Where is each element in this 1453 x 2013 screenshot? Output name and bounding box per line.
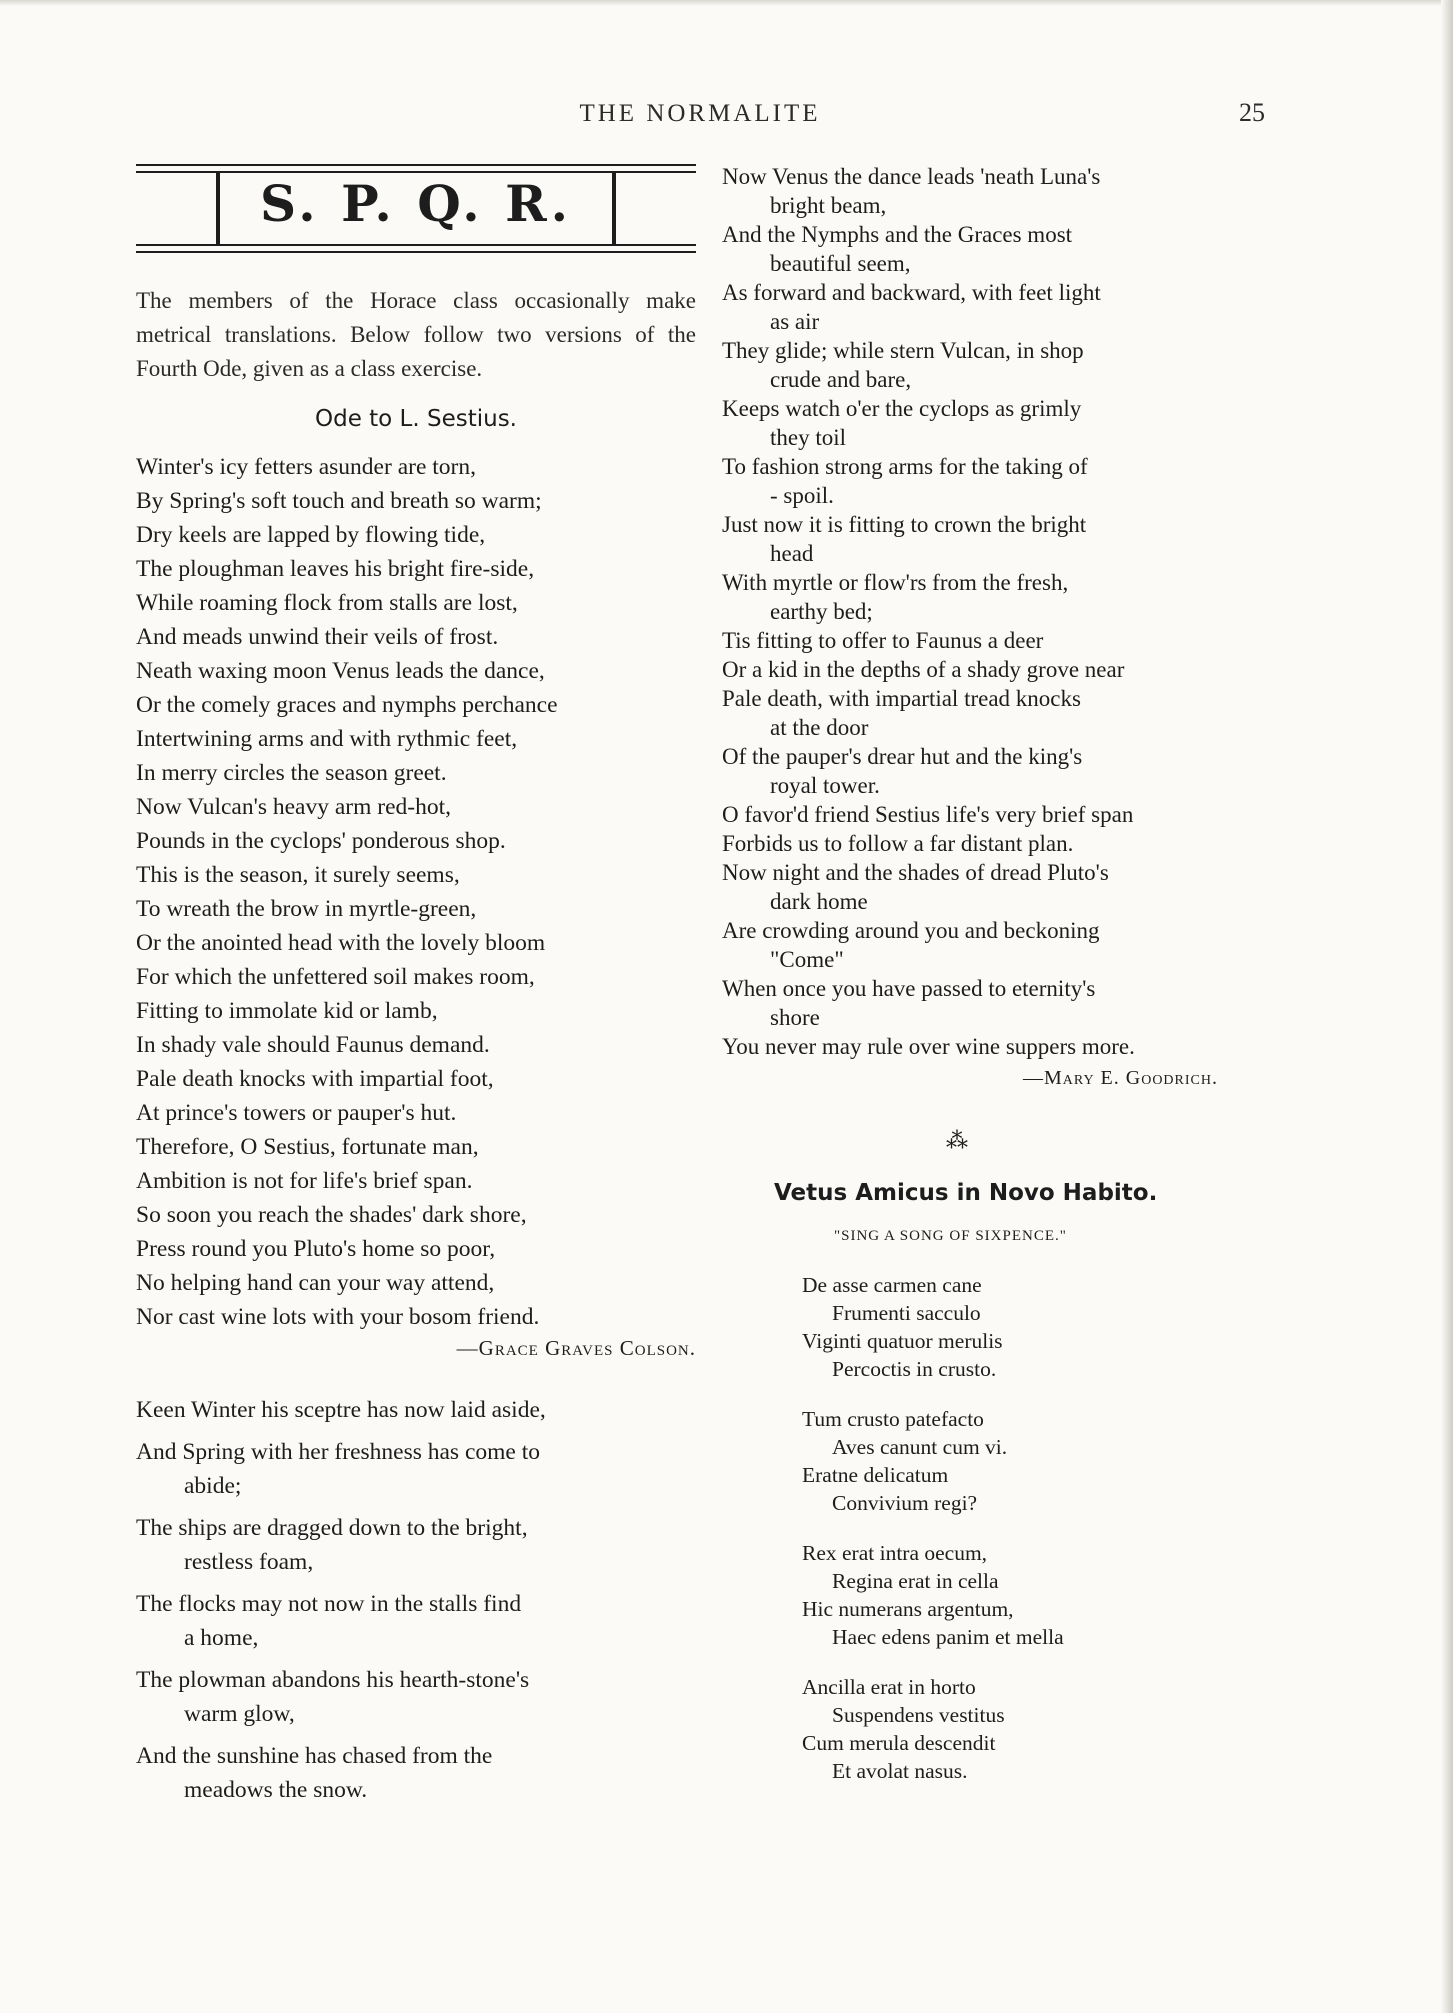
stanza-line: Convivium regi? xyxy=(832,1491,978,1515)
poem-line: Tis fitting to offer to Faunus a deer xyxy=(722,628,1044,653)
poem-line: Or a kid in the depths of a shady grove near xyxy=(722,657,1125,682)
poem-line: You never may rule over wine suppers more. xyxy=(722,1034,1135,1059)
ornament-icon: ⁂ xyxy=(946,1128,968,1153)
stanza-line: Suspendens vestitus xyxy=(832,1703,1005,1727)
poem-line: Now night and the shades of dread Pluto's xyxy=(722,860,1109,885)
poem-line: crude and bare, xyxy=(770,367,912,392)
poem-line: Dry keels are lapped by flowing tide, xyxy=(136,522,486,548)
poem-line: earthy bed; xyxy=(770,599,873,624)
poem-line: head xyxy=(770,541,814,566)
poem-line: Therefore, O Sestius, fortunate man, xyxy=(136,1134,479,1160)
poem-line: a home, xyxy=(184,1625,259,1651)
stanza-line: Aves canunt cum vi. xyxy=(832,1435,1008,1459)
left-column xyxy=(136,162,696,1807)
poem-line: Or the comely graces and nymphs perchance xyxy=(136,692,558,718)
poem-line: At prince's towers or pauper's hut. xyxy=(136,1100,457,1126)
stanza-line: Hic numerans argentum, xyxy=(802,1597,1014,1621)
poem-line: - spoil. xyxy=(770,483,834,508)
poem-line: Keen Winter his sceptre has now laid aside, xyxy=(136,1397,546,1423)
poem-line: To wreath the brow in myrtle-green, xyxy=(136,896,477,922)
rule xyxy=(136,164,696,166)
stanza-line: Haec edens panim et mella xyxy=(832,1625,1064,1649)
stanza-line: Rex erat intra oecum, xyxy=(802,1541,988,1565)
latin-poem-title: Vetus Amicus in Novo Habito. xyxy=(774,1180,1158,1206)
intro-paragraph: The members of the Horace class occasionally make metrical translations. Below follow two versions of the Fourth Ode, given as a class exercise. xyxy=(136,288,696,381)
poem-line: Forbids us to follow a far distant plan. xyxy=(722,831,1074,856)
poem-line: This is the season, it surely seems, xyxy=(136,862,460,888)
stanza-line: Eratne delicatum xyxy=(802,1463,949,1487)
poem-two-continued xyxy=(722,162,1262,1061)
poem-line: Pounds in the cyclops' ponderous shop. xyxy=(136,828,506,854)
poem-line: warm glow, xyxy=(184,1701,295,1727)
poem-line: And the sunshine has chased from the xyxy=(136,1743,493,1769)
poem-line: O favor'd friend Sestius life's very brief span xyxy=(722,802,1134,827)
poem-line: With myrtle or flow'rs from the fresh, xyxy=(722,570,1069,595)
stanza-line: Tum crusto patefacto xyxy=(802,1407,984,1431)
poem-line: Now Vulcan's heavy arm red-hot, xyxy=(136,794,451,820)
poem-line: at the door xyxy=(770,715,869,740)
poem-line: Just now it is fitting to crown the bright xyxy=(722,512,1087,537)
poem-line: To fashion strong arms for the taking of xyxy=(722,454,1088,479)
poem-line: restless foam, xyxy=(184,1549,314,1575)
poem-line: And meads unwind their veils of frost. xyxy=(136,624,499,650)
running-title: THE NORMALITE xyxy=(579,100,821,127)
attribution: —Grace Graves Colson. xyxy=(456,1336,696,1360)
stanza-line: Ancilla erat in horto xyxy=(802,1675,976,1699)
stanza xyxy=(802,1271,1262,1383)
poem-line: Neath waxing moon Venus leads the dance, xyxy=(136,658,545,684)
stanza-line: Percoctis in crusto. xyxy=(832,1357,997,1381)
attribution: —Mary E. Goodrich. xyxy=(1022,1067,1218,1089)
poem-title: Ode to L. Sestius. xyxy=(314,406,517,432)
poem-one xyxy=(136,450,696,1334)
stanza xyxy=(802,1673,1262,1785)
poem-line: Of the pauper's drear hut and the king's xyxy=(722,744,1083,769)
poem-line: Ambition is not for life's brief span. xyxy=(136,1168,473,1194)
masthead-box xyxy=(136,164,696,256)
poem-line: While roaming flock from stalls are lost, xyxy=(136,590,518,616)
poem-line: beautiful seem, xyxy=(770,251,911,276)
poem-line: As forward and backward, with feet light xyxy=(722,280,1101,305)
page-number: 25 xyxy=(1239,98,1265,127)
poem-line: "Come" xyxy=(770,947,844,972)
poem-line: Pale death knocks with impartial foot, xyxy=(136,1066,494,1092)
poem-line: The flocks may not now in the stalls find xyxy=(136,1591,522,1617)
poem-line: shore xyxy=(770,1005,820,1030)
poem-line: meadows the snow. xyxy=(184,1777,368,1803)
poem-line: abide; xyxy=(184,1473,242,1499)
poem-line: as air xyxy=(770,309,820,334)
poem-line: In shady vale should Faunus demand. xyxy=(136,1032,490,1058)
latin-poem-subtitle: "SING A SONG OF SIXPENCE." xyxy=(834,1228,1067,1244)
poem-line: And the Nymphs and the Graces most xyxy=(722,222,1073,247)
poem-line: The plowman abandons his hearth-stone's xyxy=(136,1667,530,1693)
poem-line: Now Venus the dance leads 'neath Luna's xyxy=(722,164,1101,189)
poem-line: they toil xyxy=(770,425,847,450)
poem-line: Are crowding around you and beckoning xyxy=(722,918,1100,943)
poem-line: When once you have passed to eternity's xyxy=(722,976,1096,1001)
page-edge-shadow xyxy=(0,0,1453,6)
poem-line: For which the unfettered soil makes room, xyxy=(136,964,535,990)
poem-line: Or the anointed head with the lovely bloom xyxy=(136,930,546,956)
stanza-line: Regina erat in cella xyxy=(832,1569,999,1593)
poem-line: Intertwining arms and with rythmic feet, xyxy=(136,726,518,752)
poem-line: Press round you Pluto's home so poor, xyxy=(136,1236,496,1262)
right-column xyxy=(722,162,1262,1807)
stanza-line: Viginti quatuor merulis xyxy=(802,1329,1003,1353)
stanza-line: Cum merula descendit xyxy=(802,1731,996,1755)
poem-line: bright beam, xyxy=(770,193,887,218)
poem-line: No helping hand can your way attend, xyxy=(136,1270,495,1296)
rule xyxy=(136,251,696,253)
stanza xyxy=(802,1405,1262,1517)
masthead-title: S. P. Q. R. xyxy=(259,174,573,233)
stanza-line: Frumenti sacculo xyxy=(832,1301,981,1325)
poem-line: And Spring with her freshness has come to xyxy=(136,1439,540,1465)
rule xyxy=(136,244,696,246)
stanza xyxy=(802,1539,1262,1651)
stanza-line: De asse carmen cane xyxy=(802,1273,982,1297)
poem-line: They glide; while stern Vulcan, in shop xyxy=(722,338,1084,363)
poem-line: Keeps watch o'er the cyclops as grimly xyxy=(722,396,1082,421)
poem-two xyxy=(136,1393,696,1807)
poem-line: Nor cast wine lots with your bosom friend. xyxy=(136,1304,540,1330)
poem-line: Winter's icy fetters asunder are torn, xyxy=(136,454,476,480)
poem-line: In merry circles the season greet. xyxy=(136,760,447,786)
stanza-line: Et avolat nasus. xyxy=(832,1759,968,1783)
poem-line: By Spring's soft touch and breath so warm; xyxy=(136,488,542,514)
poem-line: So soon you reach the shades' dark shore, xyxy=(136,1202,527,1228)
poem-line: The ships are dragged down to the bright, xyxy=(136,1515,528,1541)
poem-line: Pale death, with impartial tread knocks xyxy=(722,686,1081,711)
poem-line: Fitting to immolate kid or lamb, xyxy=(136,998,438,1024)
poem-line: The ploughman leaves his bright fire-side, xyxy=(136,556,535,582)
poem-line: dark home xyxy=(770,889,868,914)
page-edge-shadow-right xyxy=(1441,0,1453,2013)
poem-line: royal tower. xyxy=(770,773,880,798)
